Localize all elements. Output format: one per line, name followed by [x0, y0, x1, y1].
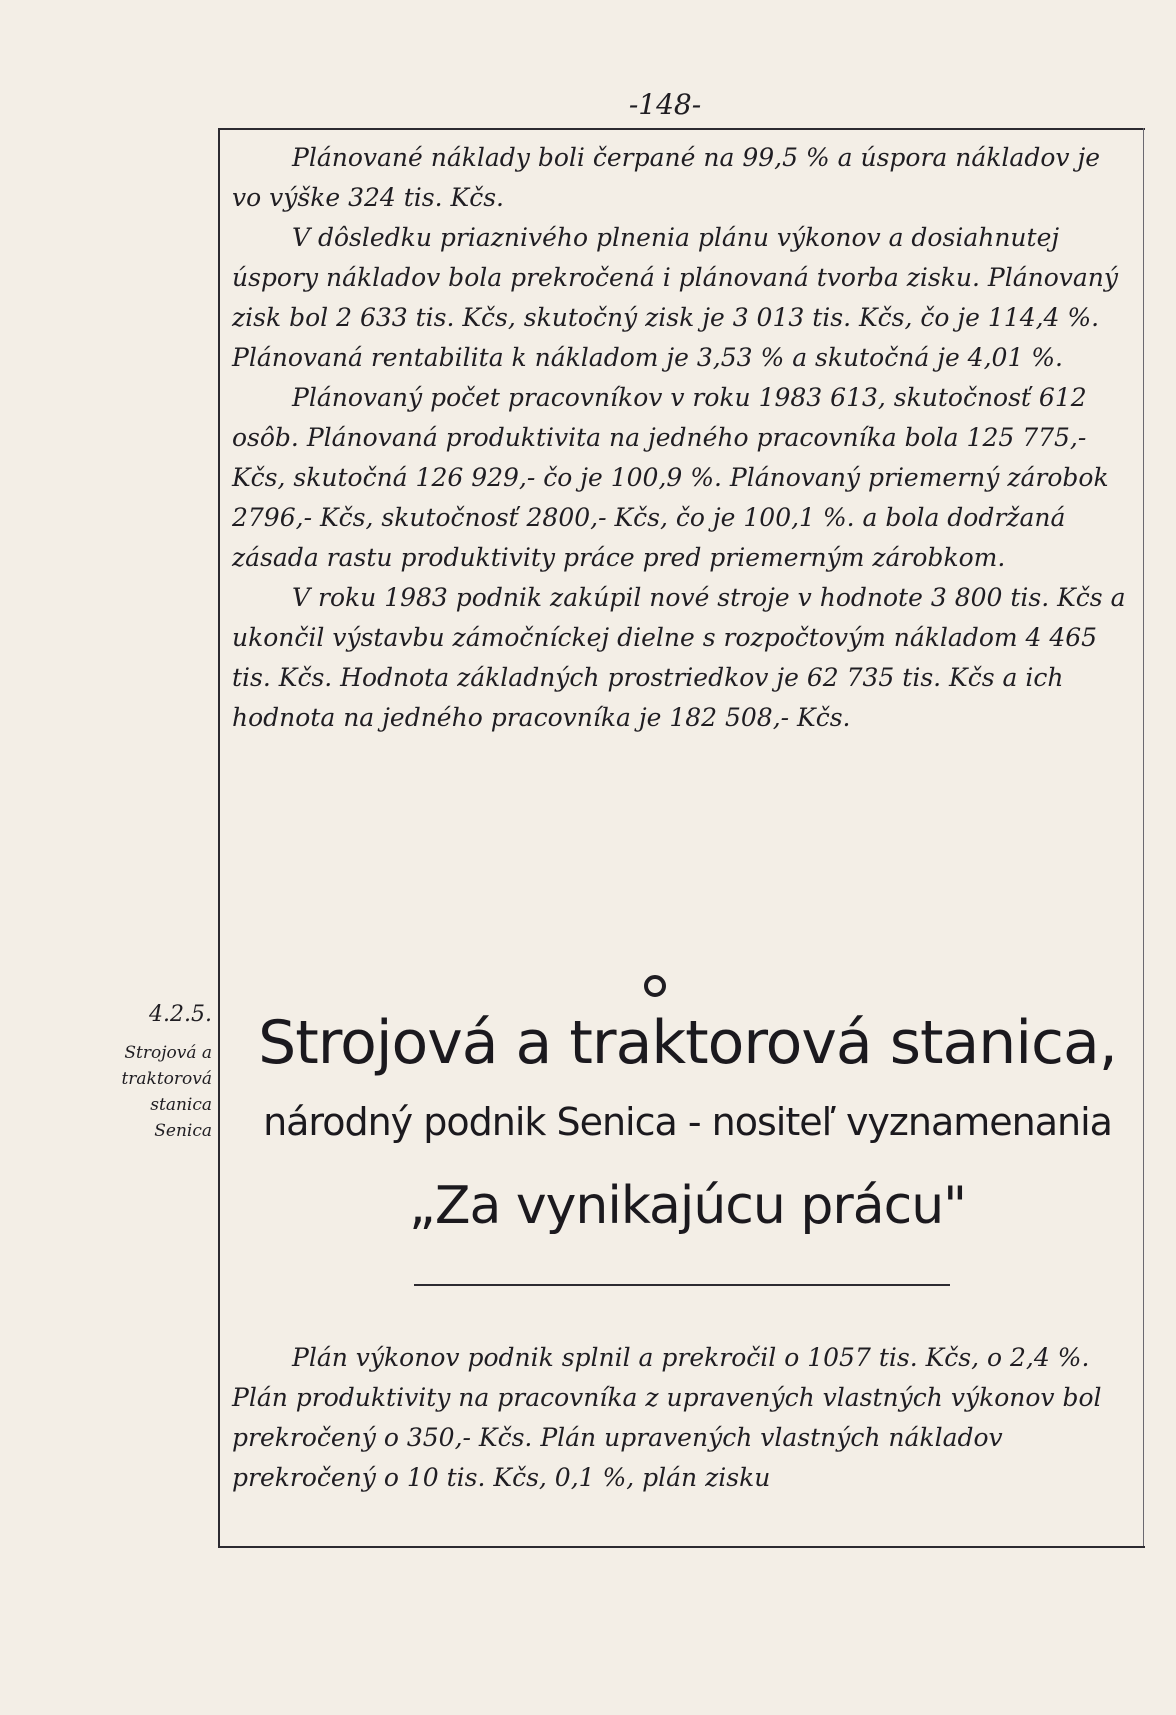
frame-right-rule	[1143, 128, 1144, 1548]
page-number: -148-	[628, 88, 702, 121]
paragraph: V dôsledku priaznivého plnenia plánu výkonov a dosiahnutej úspory nákladov bola prekročená i plánovaná tvorba zisku. Plánovaný zisk bol 2 633 tis. Kčs, skutočný zisk je 3 013 tis. Kčs, čo je 114,4 %. Plánovaná rentabilita k nákladom je 3,53 % a skutočná je 4,01 %.	[232, 223, 1119, 372]
heading-underline	[414, 1284, 950, 1286]
frame-top-rule	[218, 128, 1145, 130]
paragraph: Plán výkonov podnik splnil a prekročil o 1057 tis. Kčs, o 2,4 %. Plán produktivity na pracovníka z upravených vlastných výkonov bol prekročený o 350,- Kčs. Plán upravených vlastných nákladov prekročený o 10 tis. Kčs, 0,1 %, plán zisku	[232, 1343, 1102, 1492]
section-heading-line-1: Strojová a traktorová stanica,	[258, 1008, 1117, 1078]
paragraph: Plánované náklady boli čerpané na 99,5 % a úspora nákladov je vo výške 324 tis. Kčs.	[232, 143, 1100, 212]
paragraph: Plánovaný počet pracovníkov v roku 1983 613, skutočnosť 612 osôb. Plánovaná produktivita na jedného pracovníka bola 125 775,- Kčs, skutočná 126 929,- čo je 100,9 %. Plánovaný priemerný zárobok 2796,- Kčs, skutočnosť 2800,- Kčs, čo je 100,1 %. a bola dodržaná zásada rastu produktivity práce pred priemerným zárobkom.	[232, 383, 1109, 572]
section-number: 4.2.5.	[149, 1002, 212, 1027]
section-label: Strojová a traktorová stanica Senica	[121, 1043, 212, 1141]
circle-mark	[644, 975, 666, 997]
main-text-bottom	[232, 1338, 1137, 1498]
frame-left-rule	[218, 128, 220, 1548]
paragraph: V roku 1983 podnik zakúpil nové stroje v hodnote 3 800 tis. Kčs a ukončil výstavbu zámočníckej dielne s rozpočtovým nákladom 4 465 tis. Kčs. Hodnota základných prostriedkov je 62 735 tis. Kčs a ich hodnota na jedného pracovníka je 182 508,- Kčs.	[232, 583, 1126, 732]
section-heading-line-3: „Za vynikajúcu prácu"	[408, 1176, 967, 1236]
margin-note	[100, 1002, 212, 1144]
section-heading-line-2: národný podnik Senica - nositeľ vyznamenania	[263, 1100, 1112, 1144]
main-text-top	[232, 138, 1137, 738]
frame-bottom-rule	[218, 1546, 1145, 1548]
